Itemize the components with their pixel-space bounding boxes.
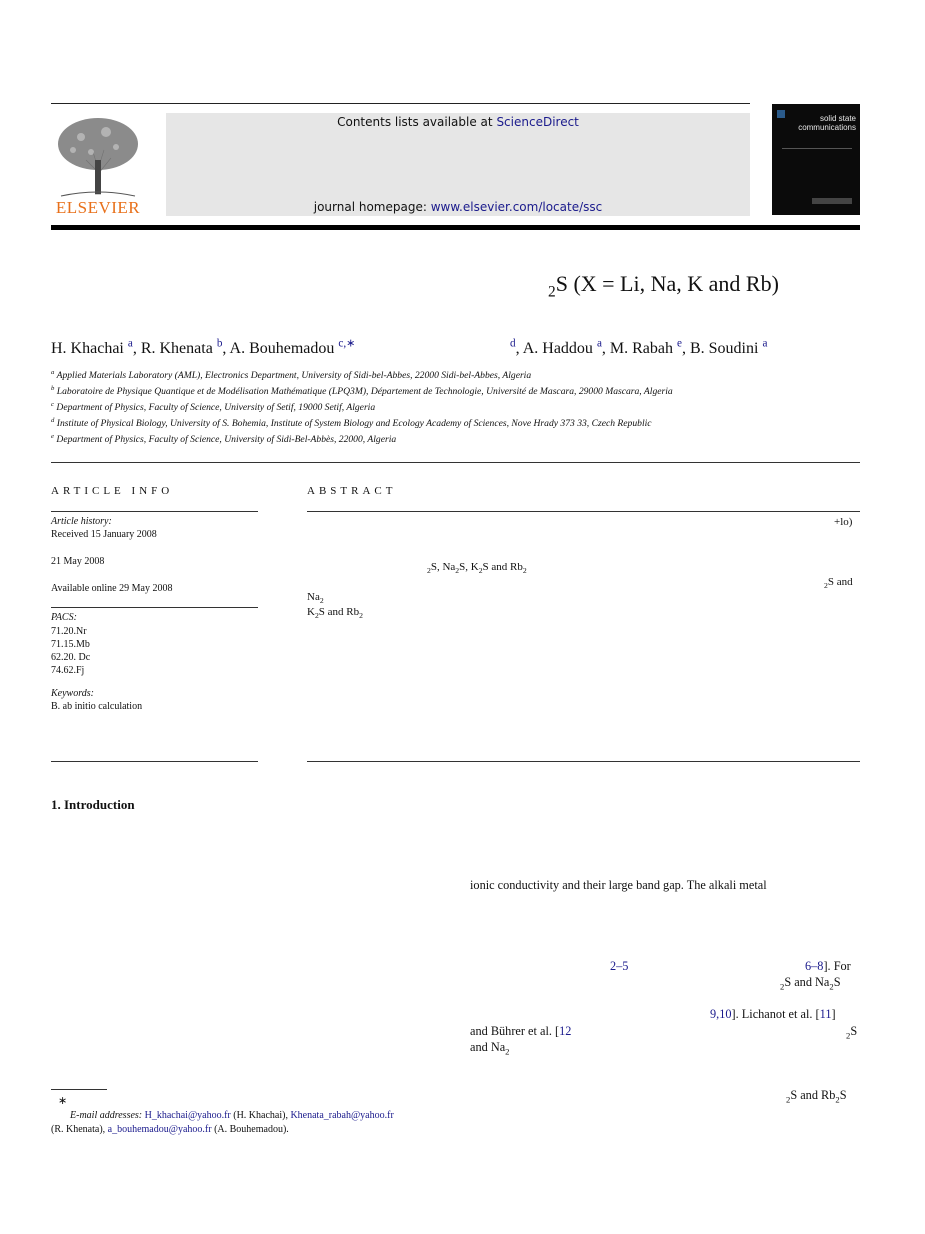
affiliation-key: c — [51, 400, 54, 408]
citation-link[interactable]: 11 — [819, 1007, 832, 1021]
pacs-code: 62.20. Dc — [51, 652, 91, 663]
homepage-prefix: journal homepage: — [313, 200, 431, 214]
header-thick-rule — [51, 225, 860, 230]
elsevier-logo — [51, 112, 145, 218]
article-info-heading: ARTICLE INFO — [51, 485, 174, 497]
affiliation-a — [51, 370, 531, 381]
affiliation-key: b — [51, 384, 55, 392]
author-name: B. Soudini — [689, 340, 759, 357]
journal-cover-title: solid state communications — [798, 114, 856, 132]
abstract-fragment: $Na_2$ — [307, 591, 324, 606]
pacs-code: 71.20.Nr — [51, 626, 87, 637]
intro-text-line: $_2$S — [846, 1024, 858, 1041]
email-link[interactable]: Khenata_rabah@yahoo.fr — [290, 1110, 394, 1121]
intro-text-line: and $Na_2$ — [470, 1040, 510, 1057]
intro-text-line: $_2$S and $Na_2S$ — [780, 975, 841, 992]
affiliation-text: Department of Physics, Faculty of Science, University of Sidi-Bel-Abbès, 22000, Algeria — [56, 434, 397, 445]
title-text: S (X = Li, Na, K and Rb) — [555, 271, 779, 296]
affiliation-text: Department of Physics, Faculty of Science, University of Setif, 19000 Setif, Algeria — [56, 402, 376, 413]
author-affil-link[interactable]: a — [762, 337, 768, 350]
section-heading-introduction: 1. Introduction — [51, 797, 135, 812]
received-date: Received 15 January 2008 — [51, 529, 157, 540]
cover-publisher-mark — [812, 198, 852, 204]
publisher-name: ELSEVIER — [55, 198, 141, 217]
journal-homepage-link[interactable]: www.elsevier.com/locate/ssc — [430, 200, 603, 214]
citation-link[interactable]: 9,10 — [710, 1007, 732, 1021]
affiliation-text: Institute of Physical Biology, University of S. Bohemia, Institute of System Biology and Ecology Academy of Sciences, Nove Hrady 373 33, Czech Republic — [56, 418, 652, 429]
author-name: A. Bouhemadou — [229, 340, 335, 357]
abstract-bottom-rule — [307, 761, 860, 762]
intro-text-line: 9,10]. Lichanot et al. [11] — [710, 1007, 836, 1021]
title-subscript: 2 — [548, 283, 556, 301]
affiliation-b — [51, 386, 673, 397]
keywords-label: Keywords: — [51, 688, 94, 699]
cover-divider — [782, 148, 852, 149]
citation-link[interactable]: 2–5 — [610, 959, 629, 973]
keyword: B. ab initio calculation — [51, 701, 143, 712]
email-link[interactable]: a_bouhemadou@yahoo.fr — [107, 1124, 212, 1135]
homepage-line — [166, 200, 750, 214]
abstract-rule — [307, 511, 860, 512]
history-label: Article history: — [51, 516, 112, 527]
article-info-bottom-rule — [51, 761, 258, 762]
article-title — [548, 271, 779, 301]
abstract-heading: ABSTRACT — [307, 485, 397, 497]
intro-text-line: 6–8]. For — [805, 959, 851, 973]
intro-text-line: $_2$S and $Rb_2S$ — [786, 1088, 847, 1105]
affiliation-e — [51, 434, 396, 445]
author-name: A. Haddou — [522, 340, 593, 357]
affiliation-c — [51, 402, 375, 413]
author-name: M. Rabah — [609, 340, 674, 357]
footnote-line-1: E-mail addresses: H_khachai@yahoo.fr (H. Khachai), Khenata_rabah@yahoo.fr — [70, 1110, 394, 1121]
author-affil-link[interactable]: e — [677, 337, 682, 350]
article-info-rule — [51, 511, 258, 512]
affiliation-key: a — [51, 368, 55, 376]
header-top-rule — [51, 103, 750, 104]
footnote-line-2: (R. Khenata), a_bouhemadou@yahoo.fr (A. Bouhemadou). — [51, 1124, 289, 1135]
journal-cover-image — [772, 104, 860, 215]
abstract-fragment: $_2$S and — [824, 576, 853, 591]
intro-text-line: ionic conductivity and their large band gap. The alkali metal — [470, 878, 767, 892]
intro-text-line: and Bührer et al. [12 — [470, 1024, 572, 1038]
email-link[interactable]: H_khachai@yahoo.fr — [144, 1110, 231, 1121]
cover-logo-icon — [777, 110, 785, 118]
pacs-label: PACS: — [51, 612, 77, 623]
author-list: H. Khachai $^a$, R. Khenata $^b$, A. Bouhemadou $^{c,∗}$ — [51, 337, 356, 357]
abstract-fragment: $K_2S$ and $Rb_2$ — [307, 606, 363, 621]
author-name: H. Khachai — [51, 340, 124, 357]
author-affil-link[interactable]: b — [216, 337, 223, 350]
pacs-code: 74.62.Fj — [51, 665, 85, 676]
pacs-code: 71.15.Mb — [51, 639, 90, 650]
affiliation-text: Applied Materials Laboratory (AML), Electronics Department, University of Sidi-bel-Abbes, 22000 Sidi-bel-Abbes, Algeria — [56, 370, 532, 381]
affiliation-text: Laboratoire de Physique Quantique et de Modélisation Mathématique (LPQ3M), Département de Technologie, Université de Mascara, 29000 Mascara, Algeria — [56, 386, 673, 397]
email-label: E-mail addresses: — [70, 1110, 145, 1121]
author-name: R. Khenata — [140, 340, 213, 357]
abstract-fragment: +lo) — [834, 516, 853, 528]
revised-date: 21 May 2008 — [51, 556, 105, 567]
footnote-marker: ∗ — [58, 1095, 68, 1107]
author-list-continued: $^d$, A. Haddou $^a$, M. Rabah $^e$, B. Soudini $^a$ — [510, 337, 768, 357]
affiliation-key: d — [51, 416, 55, 424]
citation-link[interactable]: 12 — [559, 1024, 572, 1038]
author-affil-link[interactable]: c,∗ — [338, 337, 356, 350]
footnote-rule — [51, 1089, 107, 1090]
pacs-rule — [51, 607, 258, 608]
author-affil-link[interactable]: a — [127, 337, 133, 350]
affiliation-key: e — [51, 432, 54, 440]
sciencedirect-link[interactable]: ScienceDirect — [496, 115, 579, 129]
contents-prefix: Contents lists available at — [337, 115, 497, 129]
journal-banner — [166, 113, 750, 216]
citation-link[interactable]: 6–8 — [805, 959, 824, 973]
author-affil-link[interactable]: d — [510, 337, 516, 350]
author-affil-link[interactable]: a — [596, 337, 602, 350]
abstract-fragment: $_2$S, $Na_2S$, $K_2S$ and $Rb_2$ — [427, 561, 527, 576]
affiliation-d — [51, 418, 652, 429]
contents-line — [166, 115, 750, 129]
affiliation-divider — [51, 462, 860, 463]
online-date: Available online 29 May 2008 — [51, 583, 173, 594]
